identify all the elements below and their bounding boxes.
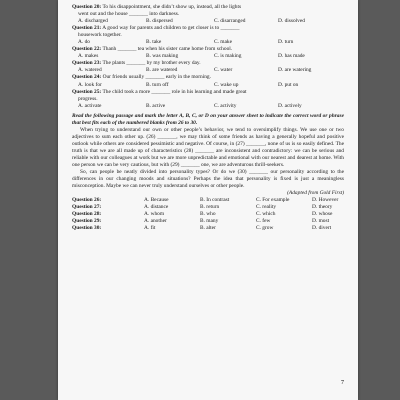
answer-option: B. dispersed (146, 18, 173, 25)
question-label: Question 24: (72, 74, 102, 81)
answer-option: A. activate (78, 102, 102, 109)
question-stem (72, 4, 344, 11)
answer-option: D. are watering (278, 67, 312, 74)
answer-option: A. makes (78, 53, 99, 60)
answer-option: D. has made (278, 53, 305, 60)
question-stem (72, 89, 344, 96)
question-text-continued: housework together. (78, 32, 122, 39)
answer-option: A. Because (144, 197, 169, 204)
answer-option: A. discharged (78, 18, 108, 25)
answer-option: B. who (200, 211, 216, 218)
answer-options (72, 103, 344, 110)
answer-option: D. However (312, 197, 339, 204)
question-label: Question 25: (72, 88, 102, 95)
answer-options (72, 18, 344, 25)
answer-option: A. whom (144, 211, 165, 218)
answer-option: B. active (146, 102, 166, 109)
question-label: Question 20: (72, 4, 102, 10)
answer-option: A. another (144, 218, 167, 225)
question-block (72, 89, 344, 110)
answer-option: B. In contrast (200, 197, 230, 204)
answer-option: C. few (256, 218, 271, 225)
answer-option: A. fit (144, 225, 156, 232)
answer-option: A. do (78, 39, 90, 46)
answer-option: C. make (214, 39, 232, 46)
answer-options (72, 53, 344, 60)
question-text: The plants _______ by my brother every day. (102, 60, 201, 67)
answer-option: D. whose (312, 211, 333, 218)
answer-option: D. actively (278, 102, 302, 109)
question-text: To his disappointment, she didn’t show up, instead, all the lights (102, 4, 242, 10)
answer-options (72, 82, 344, 89)
question-label: Question 27: (72, 204, 102, 211)
question-block (72, 4, 344, 25)
question-label: Question 28: (72, 211, 102, 218)
question-block (72, 46, 344, 60)
answer-option: B. alter (200, 225, 216, 232)
questions-20-25 (72, 4, 344, 110)
answer-option: C. which (256, 211, 276, 218)
question-label: Question 21: (72, 25, 102, 32)
passage-paragraph: So, can people be neatly divided into personality types? Or do we (30) _______ our personality according to the differences in our changing moods and situations? Perhaps the idea that personality is fixed is just a meaningless misconception. Maybe we can never truly understand ourselves or other people. (72, 169, 344, 190)
question-text: A good way for parents and children to get closer is to _______ (102, 25, 240, 32)
answer-option: D. put on (278, 81, 299, 88)
answer-option: D. dissolved (278, 18, 305, 25)
answer-option: A. distance (144, 204, 169, 211)
question-label: Question 29: (72, 218, 102, 225)
answer-option: C. water (214, 67, 233, 74)
question-label: Question 22: (72, 46, 102, 53)
reading-instruction: Read the following passage and mark the letter A, B, C, or D on your answer sheet to indicate the correct word or phrase that best fits each of the numbered blanks from 26 to 30. (72, 112, 344, 126)
question-stem (72, 25, 344, 32)
question-stem (72, 46, 344, 53)
document-page (58, 0, 358, 400)
answer-options (72, 39, 344, 46)
question-stem (72, 74, 344, 81)
question-row (72, 197, 344, 204)
answer-option: C. is making (214, 53, 242, 60)
answer-option: B. return (200, 204, 220, 211)
questions-26-30 (72, 197, 344, 232)
answer-option: B. many (200, 218, 219, 225)
question-row (72, 204, 344, 211)
question-row (72, 225, 344, 232)
answer-option: A. look for (78, 81, 102, 88)
answer-option: B. turn off (146, 81, 169, 88)
page-content (72, 4, 344, 233)
answer-option: C. disarranged (214, 18, 246, 25)
answer-option: C. For example (256, 197, 290, 204)
question-row (72, 218, 344, 225)
question-text-continued: progress. (78, 95, 98, 102)
passage-source: (Adapted from Gold First) (287, 190, 344, 197)
question-stem (72, 60, 344, 67)
question-text-continued: went out and the house _______ into darkness. (78, 11, 180, 18)
question-text: Our friends usually _______ early in the morning. (102, 74, 211, 81)
answer-option: D. most (312, 218, 330, 225)
answer-option: B. are watered (146, 67, 178, 74)
reading-passage (72, 127, 344, 190)
question-block (72, 25, 344, 46)
answer-option: D. theory (312, 204, 333, 211)
question-block (72, 74, 344, 88)
answer-option: D. divert (312, 225, 332, 232)
question-label: Question 26: (72, 197, 102, 204)
answer-option: D. turn (278, 39, 294, 46)
answer-option: B. was making (146, 53, 179, 60)
answer-option: C. reality (256, 204, 277, 211)
question-text: Thanh _______ tea when his sister came home from school. (102, 46, 233, 53)
answer-option: A. watered (78, 67, 102, 74)
answer-options (72, 67, 344, 74)
question-text: The child took a more _______ role in his learning and made great (102, 88, 247, 95)
question-label: Question 23: (72, 60, 102, 67)
passage-paragraph: When trying to understand our own or other people’s behavior, we tend to oversimplify things. We use one or two adjectives to sum each other up. (26) _______, we may think of some friends as having a generally hopeful and positive outlook while others are considered pessimistic and negative. Of course, in (27) _______, none of us is so easily defined. The truth is that we are all made up of characteristics (28) _______ are inconsistent and contradictory: we can be serious and reliable with our colleagues at work but we are more unpredictable and emotional with our nearest and dearest at home. With one person we can be very cautious, but with (29) _______ one, we are adventurous thrill-seekers. (72, 126, 344, 169)
answer-option: C. wake up (214, 81, 239, 88)
answer-option: C. grow (256, 225, 274, 232)
question-label: Question 30: (72, 225, 102, 232)
question-block (72, 60, 344, 74)
answer-option: C. activity (214, 102, 237, 109)
page-number: 7 (341, 380, 344, 386)
answer-option: B. take (146, 39, 162, 46)
question-row (72, 211, 344, 218)
